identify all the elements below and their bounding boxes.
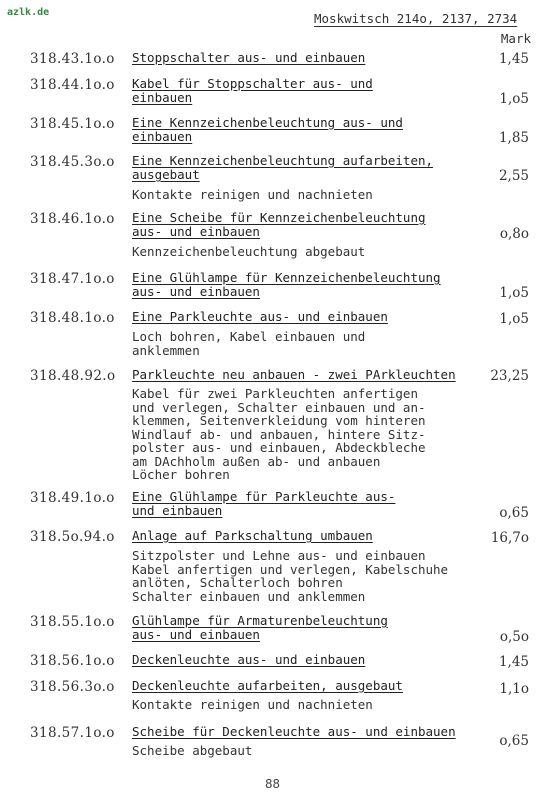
entry-price: o,65 bbox=[499, 733, 529, 749]
entry-price: o,65 bbox=[499, 505, 529, 521]
entry-code: 318.48.1o.o bbox=[30, 310, 115, 326]
entry-code: 318.43.1o.o bbox=[30, 51, 115, 67]
entry-note: Kabel für zwei Parkleuchten anfertigen und verlegen, Schalter einbauen und an- klemmen, Seitenverkleidung vom hinteren Windlauf ab- und anbauen, hintere Sitz- polster aus- und einbauen, Abdeckbleche am DAchholm außen ab- und anbauen Löcher bohren bbox=[132, 386, 426, 482]
entry-price: 1,45 bbox=[498, 654, 529, 670]
entry-price: 1,1o bbox=[499, 681, 529, 697]
entry-title: Glühlampe für Armaturenbeleuchtung aus- und einbauen bbox=[132, 613, 388, 642]
entry-code: 318.45.1o.o bbox=[30, 116, 115, 132]
entry-note: Scheibe abgebaut bbox=[132, 743, 253, 758]
watermark-text: azlk.de bbox=[7, 7, 50, 18]
entry-title: Anlage auf Parkschaltung umbauen bbox=[132, 528, 373, 543]
entry-price: 1,45 bbox=[498, 51, 529, 67]
page-header-title: Moskwitsch 214o, 2137, 2734 bbox=[314, 11, 518, 26]
entry-note: Kontakte reinigen und nachnieten bbox=[132, 187, 373, 202]
entry-price: 1,o5 bbox=[499, 285, 529, 301]
entry-code: 318.55.1o.o bbox=[30, 614, 115, 630]
entry-title: Eine Kennzeichenbeleuchtung aus- und einbauen bbox=[132, 115, 403, 144]
entry-price: o,8o bbox=[499, 226, 529, 242]
entry-title: Eine Scheibe für Kennzeichenbeleuchtung aus- und einbauen bbox=[132, 210, 426, 239]
entry-title: Eine Parkleuchte aus- und einbauen bbox=[132, 309, 388, 324]
entry-code: 318.49.1o.o bbox=[30, 490, 115, 506]
entry-title: Kabel für Stoppschalter aus- und einbauen bbox=[132, 76, 373, 105]
entry-code: 318.57.1o.o bbox=[30, 725, 115, 741]
entry-title: Deckenleuchte aufarbeiten, ausgebaut bbox=[132, 678, 403, 693]
entry-code: 318.45.3o.o bbox=[30, 154, 115, 170]
entry-price: 1,o5 bbox=[499, 311, 529, 327]
entry-price: o,5o bbox=[499, 629, 529, 645]
entry-code: 318.48.92.o bbox=[30, 368, 116, 384]
entry-code: 318.44.1o.o bbox=[30, 77, 115, 93]
entry-price: 1,o5 bbox=[499, 91, 529, 107]
entry-title: Stoppschalter aus- und einbauen bbox=[132, 50, 366, 65]
entry-price: 2,55 bbox=[498, 168, 529, 184]
entry-code: 318.56.1o.o bbox=[30, 653, 115, 669]
entry-price: 1,85 bbox=[498, 130, 529, 146]
entry-title: Deckenleuchte aus- und einbauen bbox=[132, 652, 366, 667]
entry-title: Parkleuchte neu anbauen - zwei PArkleuchten bbox=[132, 367, 456, 382]
currency-column-header: Mark bbox=[500, 31, 531, 46]
entry-title: Eine Glühlampe für Parkleuchte aus- und einbauen bbox=[132, 489, 396, 518]
entry-note: Kontakte reinigen und nachnieten bbox=[132, 697, 373, 712]
entry-title: Eine Kennzeichenbeleuchtung aufarbeiten, ausgebaut bbox=[132, 153, 434, 182]
entry-note: Sitzpolster und Lehne aus- und einbauen Kabel anfertigen und verlegen, Kabelschuhe anlöten, Schalterloch bohren Schalter einbauen und anklemmen bbox=[132, 548, 449, 604]
entry-title: Eine Glühlampe für Kennzeichenbeleuchtung aus- und einbauen bbox=[132, 270, 441, 299]
entry-code: 318.47.1o.o bbox=[30, 271, 115, 287]
page-number: 88 bbox=[264, 776, 281, 791]
entry-code: 318.46.1o.o bbox=[30, 211, 115, 227]
entry-price: 23,25 bbox=[490, 368, 529, 384]
entry-price: 16,7o bbox=[490, 530, 529, 546]
entry-note: Kennzeichenbeleuchtung abgebaut bbox=[132, 244, 366, 259]
entry-code: 318.5o.94.o bbox=[30, 529, 115, 545]
entry-note: Loch bohren, Kabel einbauen und anklemmen bbox=[132, 329, 366, 358]
entry-title: Scheibe für Deckenleuchte aus- und einbauen bbox=[132, 724, 456, 739]
entry-code: 318.56.3o.o bbox=[30, 679, 115, 695]
